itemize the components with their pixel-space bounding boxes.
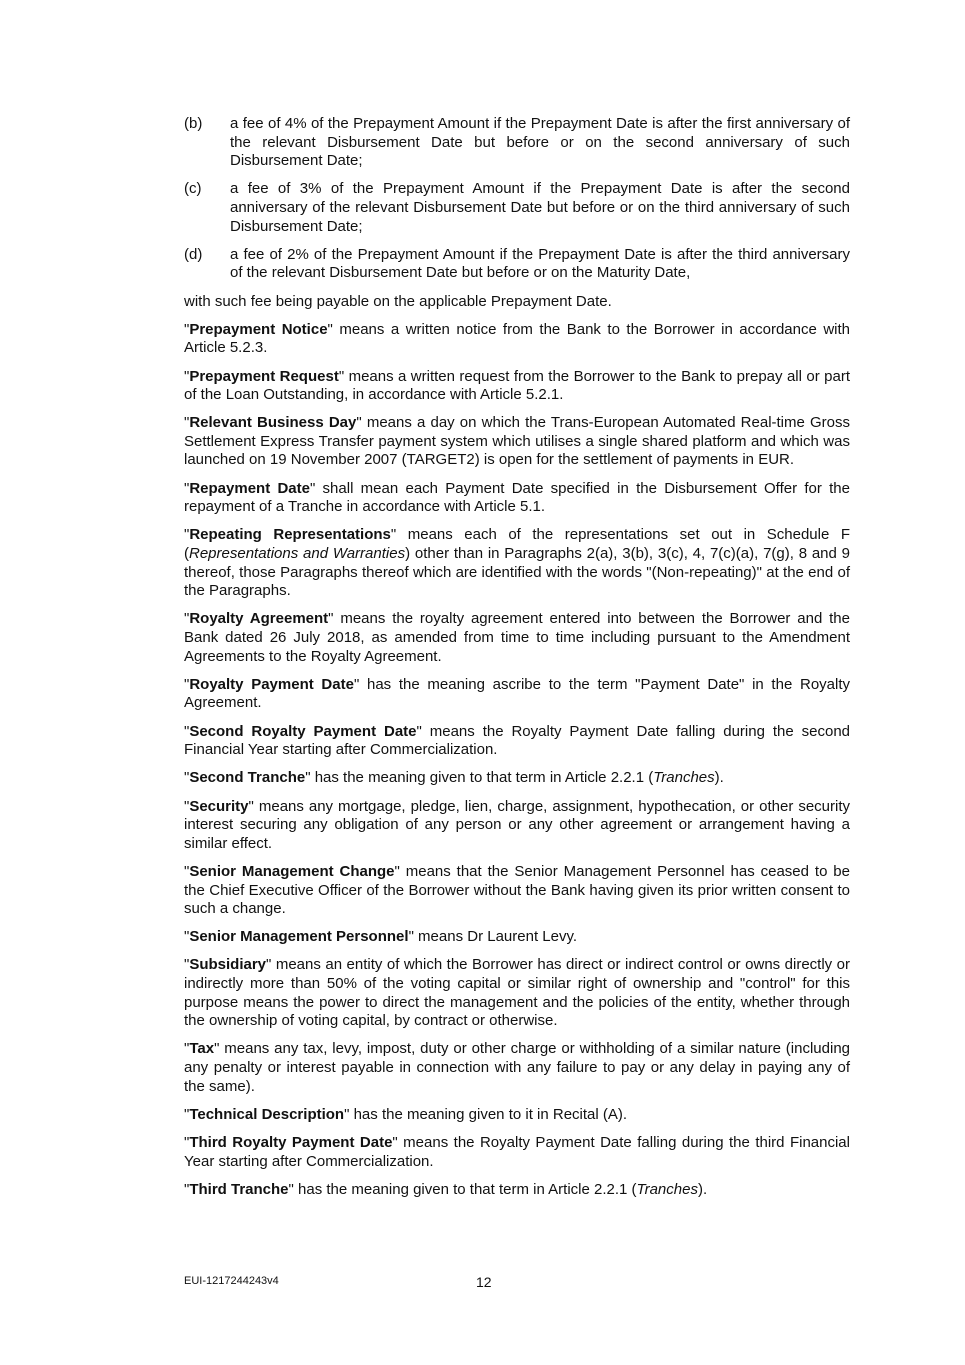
definition-text: " means a written notice from the Bank to the Borrower in accordance with Article 5.2.3. [184, 320, 850, 357]
defined-term: Tax [189, 1040, 215, 1058]
definition-text-continued: ). [714, 769, 724, 787]
closing-sentence: with such fee being payable on the applicable Prepayment Date. [184, 292, 612, 310]
definition-second-tranche: "Second Tranche" has the meaning given to that term in Article 2.2.1 (Tranches). [184, 769, 724, 787]
definition-repeating-representations: "Repeating Representations" means each of the representations set out in Schedule F (Representations and Warranties) other than in Paragraphs 2(a), 3(b), 3(c), 4, 7(c)(a), 7(g), 8 and 9 thereof, those Paragraphs thereof which are identified with the words "(Non-repeating)" at the end of the Paragraphs. [184, 526, 850, 600]
defined-term: Royalty Agreement [189, 610, 329, 628]
defined-term: Security [189, 797, 249, 815]
definition-repayment-date: "Repayment Date" shall mean each Payment Date specified in the Disbursement Offer for the repayment of a Tranche in accordance with Article 5.1. [184, 479, 850, 516]
defined-term: Prepayment Notice [189, 320, 328, 338]
definition-security: "Security" means any mortgage, pledge, lien, charge, assignment, hypothecation, or other security interest securing any obligation of any person or any other agreement or arrangement having a similar effect. [184, 797, 850, 852]
defined-term: Subsidiary [189, 956, 267, 974]
definition-technical-description: "Technical Description" has the meaning given to it in Recital (A). [184, 1105, 628, 1123]
definition-third-royalty-payment-date: "Third Royalty Payment Date" means the Royalty Payment Date falling during the third Financial Year starting after Commercialization. [184, 1134, 850, 1170]
document-body [184, 115, 850, 1209]
defined-term: Third Royalty Payment Date [189, 1134, 393, 1151]
list-item-text: a fee of 4% of the Prepayment Amount if the Prepayment Date is after the first anniversary of the relevant Disbursement Date but before or on the second anniversary of such Disbursement Date; [230, 115, 850, 170]
list-item-text: a fee of 3% of the Prepayment Amount if the Prepayment Date is after the second anniversary of the relevant Disbursement Date but before or on the third anniversary of such Disbursement Date; [230, 180, 850, 235]
definition-italic-ref: Representations and Warranties [189, 545, 406, 563]
definition-tax: "Tax" means any tax, levy, impost, duty or other charge or withholding of a similar nature (including any penalty or interest payable in connection with any failure to pay or any delay in paying any of the same). [184, 1040, 850, 1095]
definition-text: " has the meaning given to that term in Article 2.2.1 ( [288, 1180, 637, 1198]
defined-term: Relevant Business Day [189, 414, 357, 432]
definition-text: " means Dr Laurent Levy. [408, 928, 578, 946]
definition-text: " has the meaning ascribe to the term "Payment Date" in the Royalty Agreement. [184, 675, 851, 712]
list-item [184, 180, 850, 236]
definition-text: " has the meaning given to that term in Article 2.2.1 ( [305, 769, 654, 787]
defined-term: Royalty Payment Date [189, 675, 354, 693]
page-number: 12 [476, 1274, 492, 1290]
definition-text: " means the Royalty Payment Date falling during the third Financial Year starting after Commercialization. [184, 1134, 850, 1170]
defined-term: Senior Management Personnel [189, 928, 409, 946]
definition-text-continued: ) other than in Paragraphs 2(a), 3(b), 3(c), 4, 7(c)(a), 7(g), 8 and 9 thereof, those Paragraphs thereof which are identified with the words "(Non-repeating)" at the end of the Paragraphs. [184, 545, 850, 600]
defined-term: Repayment Date [189, 479, 310, 497]
definition-senior-management-change: "Senior Management Change" means that the Senior Management Personnel has ceased to be the Chief Executive Officer of the Borrower without the Bank having given its prior written consent to such a change. [184, 862, 850, 918]
definition-prepayment-request: "Prepayment Request" means a written request from the Borrower to the Bank to prepay all or part of the Loan Outstanding, in accordance with Article 5.2.1. [184, 367, 850, 404]
definition-italic-ref: Tranches [636, 1180, 698, 1198]
definition-text: " means each of the representations set out in Schedule F ( [184, 526, 850, 563]
defined-term: Senior Management Change [189, 862, 395, 880]
definition-second-royalty-payment-date: "Second Royalty Payment Date" means the Royalty Payment Date falling during the second Financial Year starting after Commercialization. [184, 722, 850, 759]
list-item-label: (d) [184, 245, 203, 263]
definition-royalty-agreement: "Royalty Agreement" means the royalty agreement entered into between the Borrower and the Bank dated 26 July 2018, as amended from time to time including pursuant to the Amendment Agreements to the Royalty Agreement. [184, 610, 850, 665]
defined-term: Second Royalty Payment Date [189, 722, 417, 740]
definition-prepayment-notice: "Prepayment Notice" means a written notice from the Bank to the Borrower in accordance with Article 5.2.3. [184, 320, 850, 357]
definition-text-continued: ). [697, 1180, 708, 1198]
definition-relevant-business-day: "Relevant Business Day" means a day on which the Trans-European Automated Real-time Gross Settlement Express Transfer payment system which utilises a single shared platform and which was launched on 19 November 2007 (TARGET2) is open for the settlement of payments in EUR. [184, 414, 851, 469]
definition-text: " means any tax, levy, impost, duty or other charge or withholding of a similar nature (including any penalty or interest payable in connection with any failure to pay or any delay in paying any of the same). [184, 1040, 850, 1095]
definition-text: " has the meaning given to it in Recital (A). [344, 1105, 628, 1123]
list-item-label: (c) [184, 180, 202, 198]
defined-term: Second Tranche [189, 769, 306, 787]
defined-term: Prepayment Request [189, 367, 339, 385]
definition-text: " means that the Senior Management Personnel has ceased to be the Chief Executive Officer of the Borrower without the Bank having given its prior written consent to such a change. [184, 862, 850, 918]
definition-text: " means the royalty agreement entered into between the Borrower and the Bank dated 26 July 2018, as amended from time to time including pursuant to the Amendment Agreements to the Royalty Agreement. [184, 610, 850, 665]
definition-text: " means the Royalty Payment Date falling during the second Financial Year starting after Commercialization. [184, 722, 850, 759]
definition-text: " means any mortgage, pledge, lien, charge, assignment, hypothecation, or other security interest securing any obligation of any person or any other agreement or arrangement having a similar effect. [184, 797, 850, 852]
list-item-label: (b) [184, 115, 203, 132]
definition-royalty-payment-date: "Royalty Payment Date" has the meaning ascribe to the term "Payment Date" in the Royalty Agreement. [184, 675, 851, 712]
definition-italic-ref: Tranches [653, 769, 715, 787]
list-item [184, 246, 850, 283]
definition-text: " means an entity of which the Borrower has direct or indirect control or owns directly or indirectly more than 50% of the voting capital or similar right of ownership and "control" for this purpose means the power to direct the management and the policies of the entity, whether through the ownership of voting capital, by contract or otherwise. [184, 956, 850, 1030]
definition-subsidiary: "Subsidiary" means an entity of which the Borrower has direct or indirect control or owns directly or indirectly more than 50% of the voting capital or similar right of ownership and "control" for this purpose means the power to direct the management and the policies of the entity, whether through the ownership of voting capital, by contract or otherwise. [184, 956, 850, 1030]
defined-term: Repeating Representations [189, 526, 391, 544]
list-item-text: a fee of 2% of the Prepayment Amount if the Prepayment Date is after the third anniversary of the relevant Disbursement Date but before or on the Maturity Date, [230, 245, 850, 282]
definition-third-tranche: "Third Tranche" has the meaning given to that term in Article 2.2.1 (Tranches). [184, 1180, 708, 1198]
definition-text: " means a day on which the Trans-European Automated Real-time Gross Settlement Express Transfer payment system which utilises a single shared platform and which was launched on 19 November 2007 (TARGET2) is open for the settlement of payments in EUR. [184, 414, 851, 469]
document-id: EUI-1217244243v4 [184, 1275, 279, 1287]
defined-term: Third Tranche [189, 1180, 289, 1198]
list-item [184, 115, 850, 171]
definition-text: " shall mean each Payment Date specified in the Disbursement Offer for the repayment of a Tranche in accordance with Article 5.1. [184, 479, 850, 516]
definition-senior-management-personnel: "Senior Management Personnel" means Dr Laurent Levy. [184, 928, 578, 946]
definition-text: " means a written request from the Borrower to the Bank to prepay all or part of the Loan Outstanding, in accordance with Article 5.2.1. [184, 367, 850, 404]
defined-term: Technical Description [189, 1105, 345, 1123]
